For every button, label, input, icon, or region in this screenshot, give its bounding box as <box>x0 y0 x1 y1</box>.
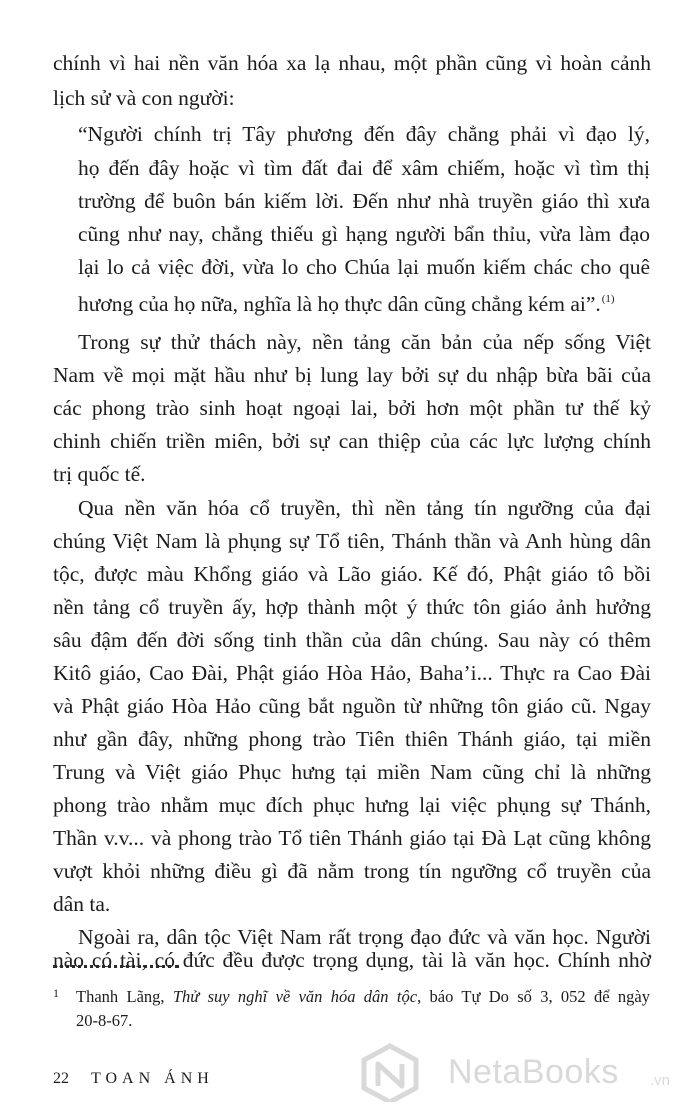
body-line: Kitô giáo, Cao Đài, Phật giáo Hòa Hảo, Baha’i... Thực ra Cao Đài <box>53 661 651 685</box>
quote-line: họ đến đây hoặc vì tìm đất đai để xâm chiếm, hoặc vì tìm thị <box>78 156 650 180</box>
body-line: chúng Việt Nam là phụng sự Tổ tiên, Thánh thần và Anh hùng dân <box>53 529 651 553</box>
body-line: Thần v.v... và phong trào Tổ tiên Thánh giáo tại Đà Lạt cũng không <box>53 826 651 850</box>
footnote-marker: (1) <box>601 293 615 305</box>
body-line: các phong trào sinh hoạt ngoại lai, bởi hơn một phần tư thế kỷ <box>53 396 651 420</box>
footnote-rest: , báo Tự Do số 3, 052 để ngày <box>417 987 650 1006</box>
footnote-author: Thanh Lãng, <box>76 987 173 1006</box>
footnote-separator <box>53 965 179 968</box>
running-author: TOAN ÁNH <box>91 1070 214 1087</box>
body-line: tộc, được màu Khổng giáo và Lão giáo. Kế đó, Phật giáo tô bồi <box>53 562 651 586</box>
body-line: lịch sử và con người: <box>53 86 235 110</box>
quote-line: lại lo cả việc đời, vừa lo cho Chúa lại muốn kiếm chác cho quê <box>78 255 650 279</box>
quote-line: cũng như nay, chẳng thiếu gì hạng người bẩn thỉu, vừa làm đạo <box>78 222 650 246</box>
footnote-line-2: 20-8-67. <box>76 1011 133 1030</box>
body-line: và Phật giáo Hòa Hảo cũng bắt nguồn từ những tôn giáo cũ. Ngay <box>53 694 651 718</box>
footnote-number: 1 <box>53 986 59 1000</box>
page-number: 22 <box>53 1070 69 1087</box>
body-line: Trung và Việt giáo Phục hưng tại miền Nam cũng chỉ là những <box>53 760 651 784</box>
paragraph-first-line: Trong sự thử thách này, nền tảng căn bản của nếp sống Việt <box>78 330 651 354</box>
quote-line: “Người chính trị Tây phương đến đây chẳng phải vì đạo lý, <box>78 122 650 146</box>
quote-line: trường để buôn bán kiếm lời. Đến như nhà truyền giáo thì xưa <box>78 189 650 213</box>
body-line: Nam về mọi mặt hầu như bị lung lay bởi sự du nhập bừa bãi của <box>53 363 651 387</box>
body-line: nền tảng cổ truyền ấy, hợp thành một ý thức tôn giáo ảnh hưởng <box>53 595 651 619</box>
body-line: nào có tài, có đức đều được trọng dụng, tài là văn học. Chính nhờ <box>53 948 651 972</box>
footnote-title: Thử suy nghĩ về văn hóa dân tộc <box>172 987 418 1006</box>
body-line: vượt khỏi những điều gì đã nằm trong tín ngưỡng cổ truyền của <box>53 859 651 883</box>
quote-line-last <box>78 284 650 319</box>
netabooks-logo-icon <box>360 1042 440 1102</box>
body-line: như gần đây, những phong trào Tiên thiên Thánh giáo, tại miền <box>53 727 651 751</box>
body-line: chinh chiến triền miên, bởi sự can thiệp của các lực lượng chính <box>53 429 651 453</box>
body-line: dân ta. <box>53 892 111 916</box>
watermark-text: NetaBooks <box>448 1053 619 1091</box>
paragraph-first-line: Qua nền văn hóa cổ truyền, thì nền tảng tín ngưỡng của đại <box>78 496 651 520</box>
netabooks-watermark <box>360 1042 690 1104</box>
paragraph-first-line: Ngoài ra, dân tộc Việt Nam rất trọng đạo đức và văn học. Người <box>78 925 651 949</box>
quote-line-text: hương của họ nữa, nghĩa là họ thực dân cũng chẳng kém ai”. <box>78 292 601 316</box>
watermark-suffix: .vn <box>650 1072 671 1089</box>
footnote-line <box>76 985 650 1009</box>
body-line: trị quốc tế. <box>53 462 146 486</box>
body-line: sâu đậm đến đời sống tinh thần của dân chúng. Sau này có thêm <box>53 628 651 652</box>
page-footer <box>53 1068 214 1090</box>
body-line: phong trào nhằm mục đích phục hưng lại việc phụng sự Thánh, <box>53 793 651 817</box>
body-line: chính vì hai nền văn hóa xa lạ nhau, một phần cũng vì hoàn cảnh <box>53 51 651 75</box>
